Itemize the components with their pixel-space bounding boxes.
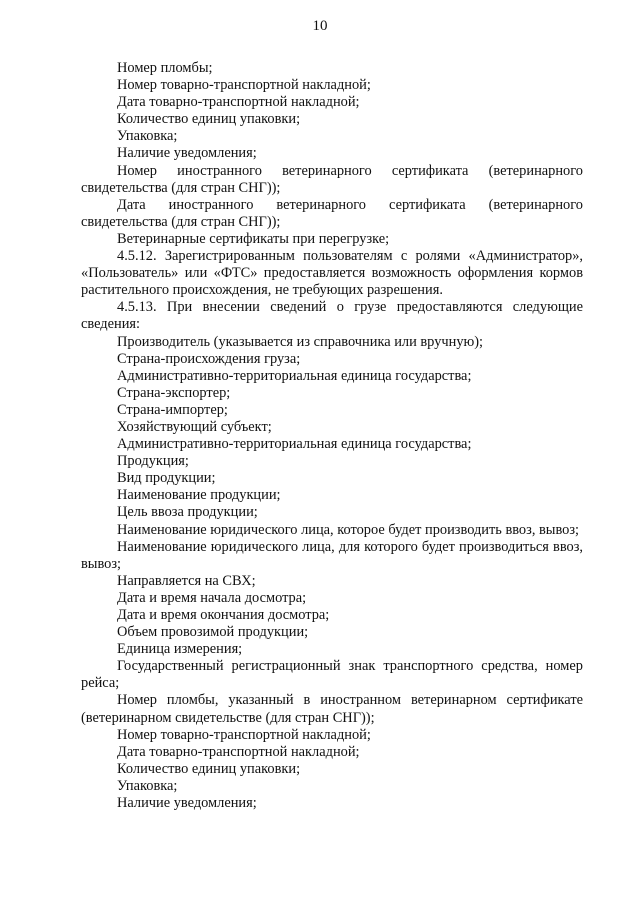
paragraph-legal-entity-for: Наименование юридического лица, для которого будет производиться ввоз, вывоз; bbox=[81, 538, 583, 572]
list-item: Упаковка; bbox=[117, 777, 178, 794]
paragraph-legal-entity-producer: Наименование юридического лица, которое будет производить ввоз, вывоз; bbox=[117, 521, 580, 538]
paragraph-4-5-12: 4.5.12. Зарегистрированным пользователям с ролями «Администратор», «Пользователь» или «ФТС» предоставляется возможность оформления кормов растительного происхождения, не требующих разрешения. bbox=[81, 248, 583, 299]
list-item: Ветеринарные сертификаты при перегрузке; bbox=[117, 230, 390, 247]
list-item: Номер товарно-транспортной накладной; bbox=[117, 726, 371, 743]
page-number: 10 bbox=[312, 18, 328, 34]
list-item: Номер пломбы; bbox=[117, 60, 213, 76]
list-item: Дата товарно-транспортной накладной; bbox=[117, 743, 360, 760]
list-item: Вид продукции; bbox=[117, 470, 216, 487]
list-item: Страна-происхождения груза; bbox=[117, 350, 301, 367]
list-item: Наличие уведомления; bbox=[117, 795, 257, 812]
list-item: Дата и время начала досмотра; bbox=[117, 589, 307, 606]
list-item: Номер товарно-транспортной накладной; bbox=[117, 77, 371, 94]
list-item: Дата товарно-транспортной накладной; bbox=[117, 94, 360, 111]
list-item: Направляется на СВХ; bbox=[117, 572, 256, 589]
list-item: Цель ввоза продукции; bbox=[117, 504, 258, 521]
list-item: Административно-территориальная единица государства; bbox=[117, 367, 472, 384]
list-item: Страна-экспортер; bbox=[117, 384, 231, 401]
list-item: Наименование продукции; bbox=[117, 487, 281, 504]
list-item: Производитель (указывается из справочника или вручную); bbox=[117, 333, 484, 350]
list-item: Страна-импортер; bbox=[117, 401, 228, 418]
document-body bbox=[81, 60, 583, 812]
paragraph-foreign-cert-number: Номер иностранного ветеринарного сертификата (ветеринарного свидетельства (для стран СНГ)); bbox=[81, 162, 583, 196]
paragraph-vehicle-registration: Государственный регистрационный знак транспортного средства, номер рейса; bbox=[81, 658, 583, 692]
paragraph-foreign-cert-date: Дата иностранного ветеринарного сертификата (ветеринарного свидетельства (для стран СНГ)); bbox=[81, 196, 583, 230]
list-item: Административно-территориальная единица государства; bbox=[117, 436, 472, 453]
list-item: Объем провозимой продукции; bbox=[117, 624, 309, 641]
list-item: Количество единиц упаковки; bbox=[117, 760, 301, 777]
paragraph-4-5-13: 4.5.13. При внесении сведений о грузе предоставляются следующие сведения: bbox=[81, 299, 583, 333]
list-item: Единица измерения; bbox=[117, 641, 243, 658]
paragraph-seal-number: Номер пломбы, указанный в иностранном ветеринарном сертификате (ветеринарном свидетельстве (для стран СНГ)); bbox=[81, 692, 583, 726]
list-item: Упаковка; bbox=[117, 128, 178, 145]
list-item: Наличие уведомления; bbox=[117, 145, 257, 162]
list-item: Хозяйствующий субъект; bbox=[117, 418, 272, 435]
list-item: Количество единиц упаковки; bbox=[117, 111, 301, 128]
list-item: Продукция; bbox=[117, 453, 189, 470]
list-item: Дата и время окончания досмотра; bbox=[117, 607, 330, 623]
